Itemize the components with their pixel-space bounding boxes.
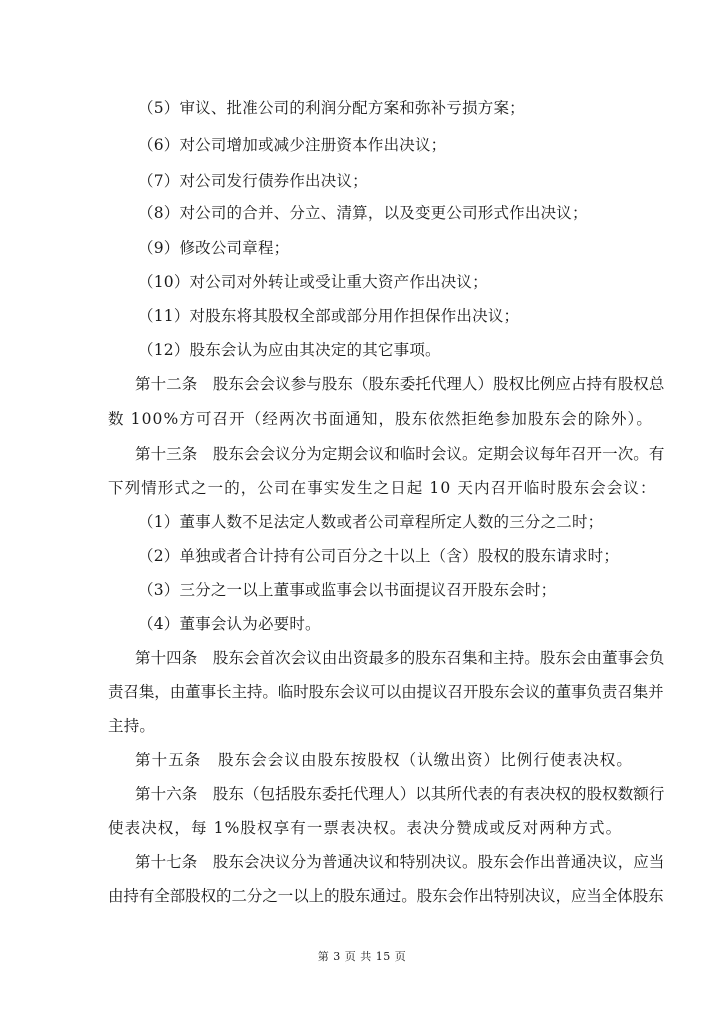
list-item: （7）对公司发行债券作出决议； — [138, 172, 368, 190]
article-14-line-3: 主持。 — [108, 717, 156, 735]
list-item: （10）对公司对外转让或受让重大资产作出决议； — [138, 273, 488, 291]
list-item: （1）董事人数不足法定人数或者公司章程所定人数的三分之二时； — [138, 513, 604, 531]
article-15-line-1: 第十五条 股东会会议由股东按股权（认缴出资）比例行使表决权。 — [135, 751, 634, 769]
list-item: （3）三分之一以上董事或监事会以书面提议召开股东会时； — [138, 581, 557, 599]
article-12-line-1: 第十二条 股东会会议参与股东（股东委托代理人）股权比例应占持有股权总 — [135, 375, 665, 393]
article-14-line-1: 第十四条 股东会首次会议由出资最多的股东召集和主持。股东会由董事会负 — [135, 649, 665, 667]
article-14-line-2: 责召集，由董事长主持。临时股东会议可以由提议召开股东会议的董事负责召集并 — [108, 683, 664, 701]
list-item: （9）修改公司章程； — [138, 239, 290, 257]
list-item: （6）对公司增加或减少注册资本作出决议； — [138, 136, 447, 154]
list-item: （2）单独或者合计持有公司百分之十以上（含）股权的股东请求时； — [138, 547, 620, 565]
list-item: （8）对公司的合并、分立、清算，以及变更公司形式作出决议； — [138, 204, 588, 222]
article-17-line-2: 由持有全部股权的二分之一以上的股东通过。股东会作出特别决议，应当全体股东 — [108, 887, 664, 905]
list-item: （5）审议、批准公司的利润分配方案和弥补亏损方案； — [138, 99, 525, 117]
article-17-line-1: 第十七条 股东会决议分为普通决议和特别决议。股东会作出普通决议，应当 — [135, 853, 665, 871]
article-13-line-2: 下列情形式之一的，公司在事实发生之日起 10 天内召开临时股东会会议： — [108, 479, 657, 497]
article-12-line-2: 数 100%方可召开（经两次书面通知，股东依然拒绝参加股东会的除外）。 — [108, 410, 653, 428]
list-item: （11）对股东将其股权全部或部分用作担保作出决议； — [138, 307, 520, 325]
article-16-line-1: 第十六条 股东（包括股东委托代理人）以其所代表的有表决权的股权数额行 — [135, 785, 665, 803]
article-16-line-2: 使表决权，每 1%股权享有一票表决权。表决分赞成或反对两种方式。 — [108, 819, 623, 837]
list-item: （4）董事会认为必要时。 — [138, 615, 321, 633]
list-item: （12）股东会认为应由其决定的其它事项。 — [138, 341, 441, 359]
article-13-line-1: 第十三条 股东会会议分为定期会议和临时会议。定期会议每年召开一次。有 — [135, 445, 665, 463]
page-number-footer: 第 3 页 共 15 页 — [317, 950, 407, 963]
